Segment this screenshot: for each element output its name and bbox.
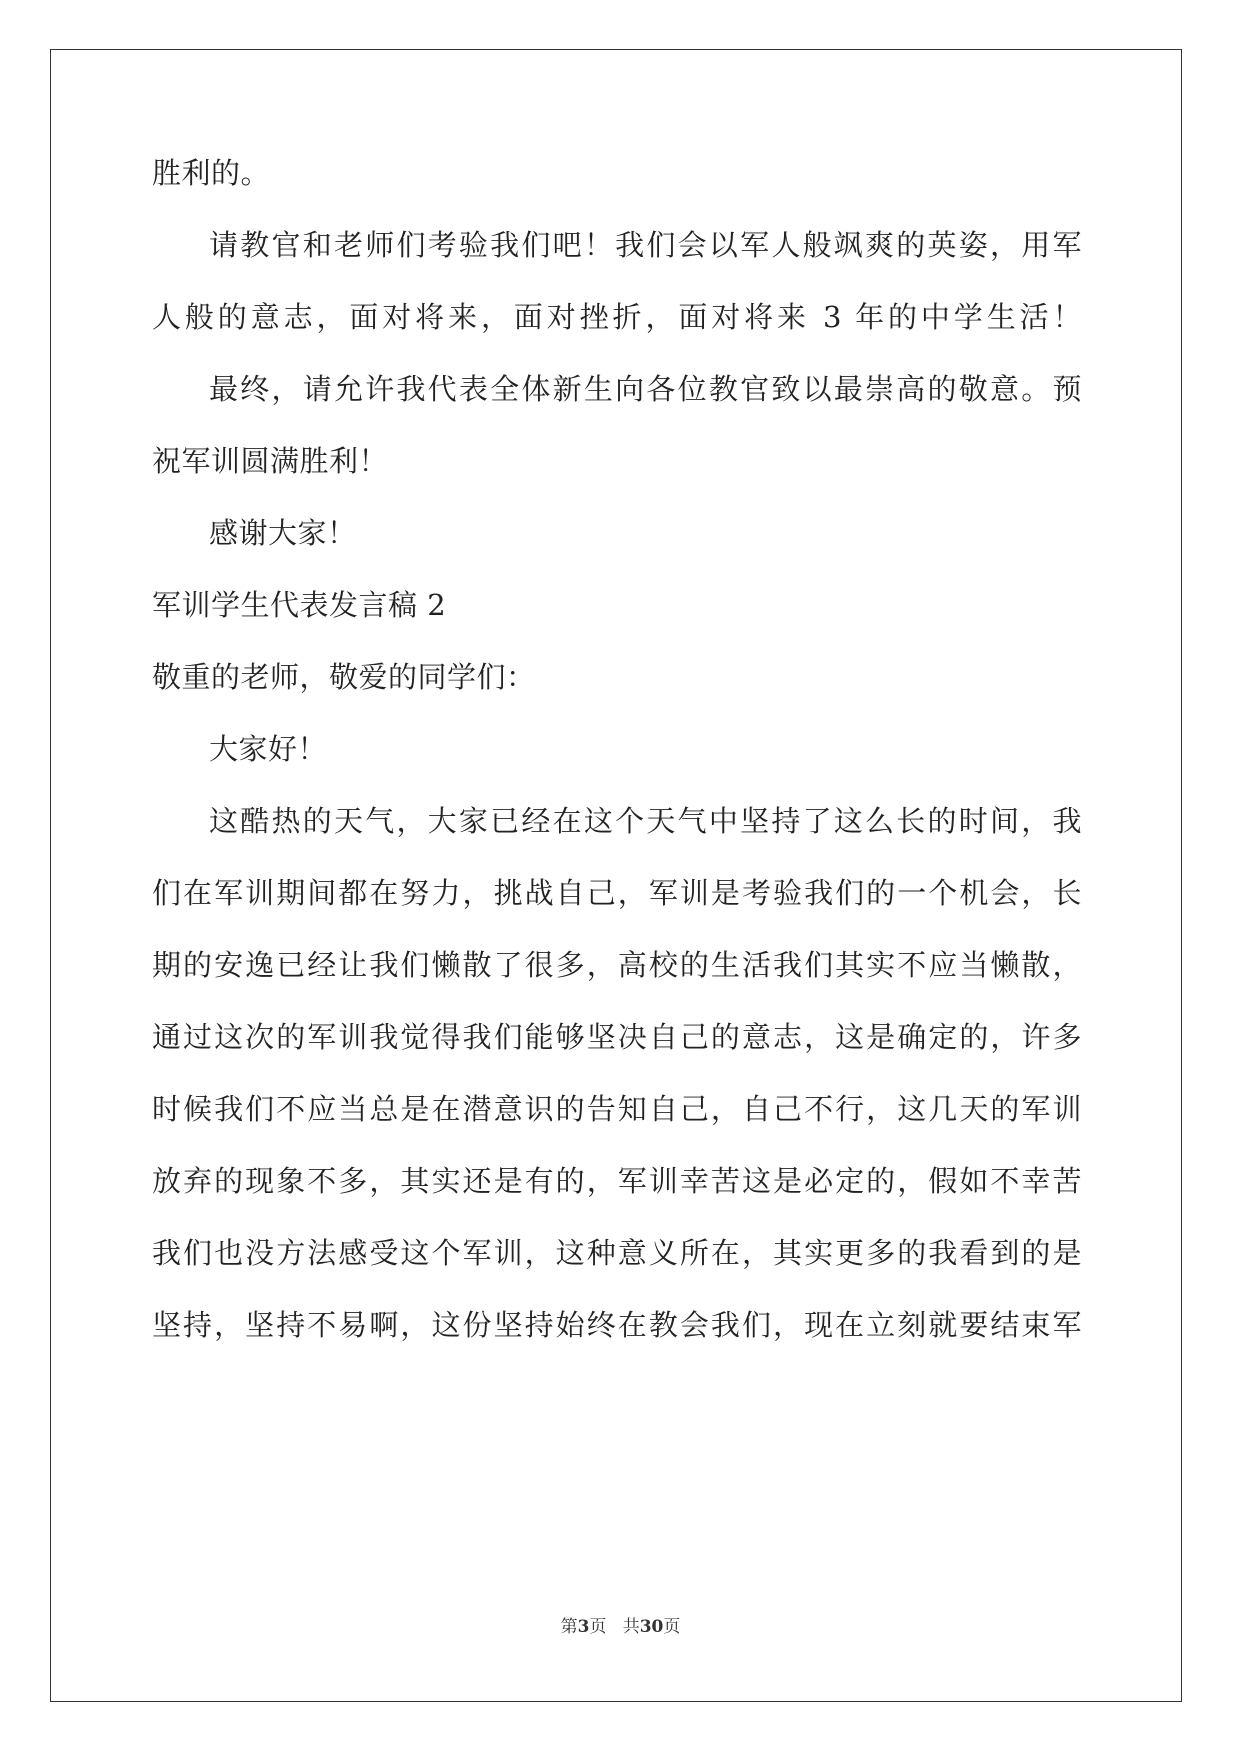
text-line: 最终，请允许我代表全体新生向各位教官致以最崇高的敬意。预 [209, 372, 1082, 406]
text-line: 放弃的现象不多，其实还是有的，军训幸苦这是必定的，假如不幸苦 [152, 1164, 1082, 1198]
text-line: 请教官和老师们考验我们吧！我们会以军人般飒爽的英姿，用军 [209, 228, 1082, 262]
page-number: 3 [577, 1617, 590, 1637]
text-line: 通过这次的军训我觉得我们能够坚决自己的意志，这是确定的，许多 [152, 1020, 1082, 1054]
page-footer [0, 1612, 1241, 1637]
text-line: 我们也没方法感受这个军训，这种意义所在，其实更多的我看到的是 [152, 1236, 1082, 1270]
salutation: 敬重的老师，敬爱的同学们： [152, 660, 536, 694]
total-prefix: 共 [622, 1617, 640, 1637]
text-line: 胜利的。 [152, 156, 271, 190]
section-heading: 军训学生代表发言稿 2 [152, 588, 447, 622]
page-label-suffix: 页 [589, 1617, 607, 1637]
total-suffix: 页 [663, 1617, 681, 1637]
text-line: 时候我们不应当总是在潜意识的告知自己，自己不行，这几天的军训 [152, 1092, 1082, 1126]
text-line: 感谢大家！ [209, 516, 357, 550]
page-label-prefix: 第 [560, 1617, 578, 1637]
text-line: 这酷热的天气，大家已经在这个天气中坚持了这么长的时间，我 [209, 804, 1082, 838]
total-pages: 30 [639, 1617, 664, 1637]
text-line: 们在军训期间都在努力，挑战自己，军训是考验我们的一个机会，长 [152, 876, 1082, 910]
greeting: 大家好！ [209, 732, 328, 766]
text-line: 人般的意志，面对将来，面对挫折，面对将来 3 年的中学生活！ [152, 300, 1082, 334]
text-line: 祝军训圆满胜利！ [152, 444, 389, 478]
text-line: 期的安逸已经让我们懒散了很多，高校的生活我们其实不应当懒散， [152, 948, 1082, 982]
text-line: 坚持，坚持不易啊，这份坚持始终在教会我们，现在立刻就要结束军 [152, 1308, 1082, 1342]
